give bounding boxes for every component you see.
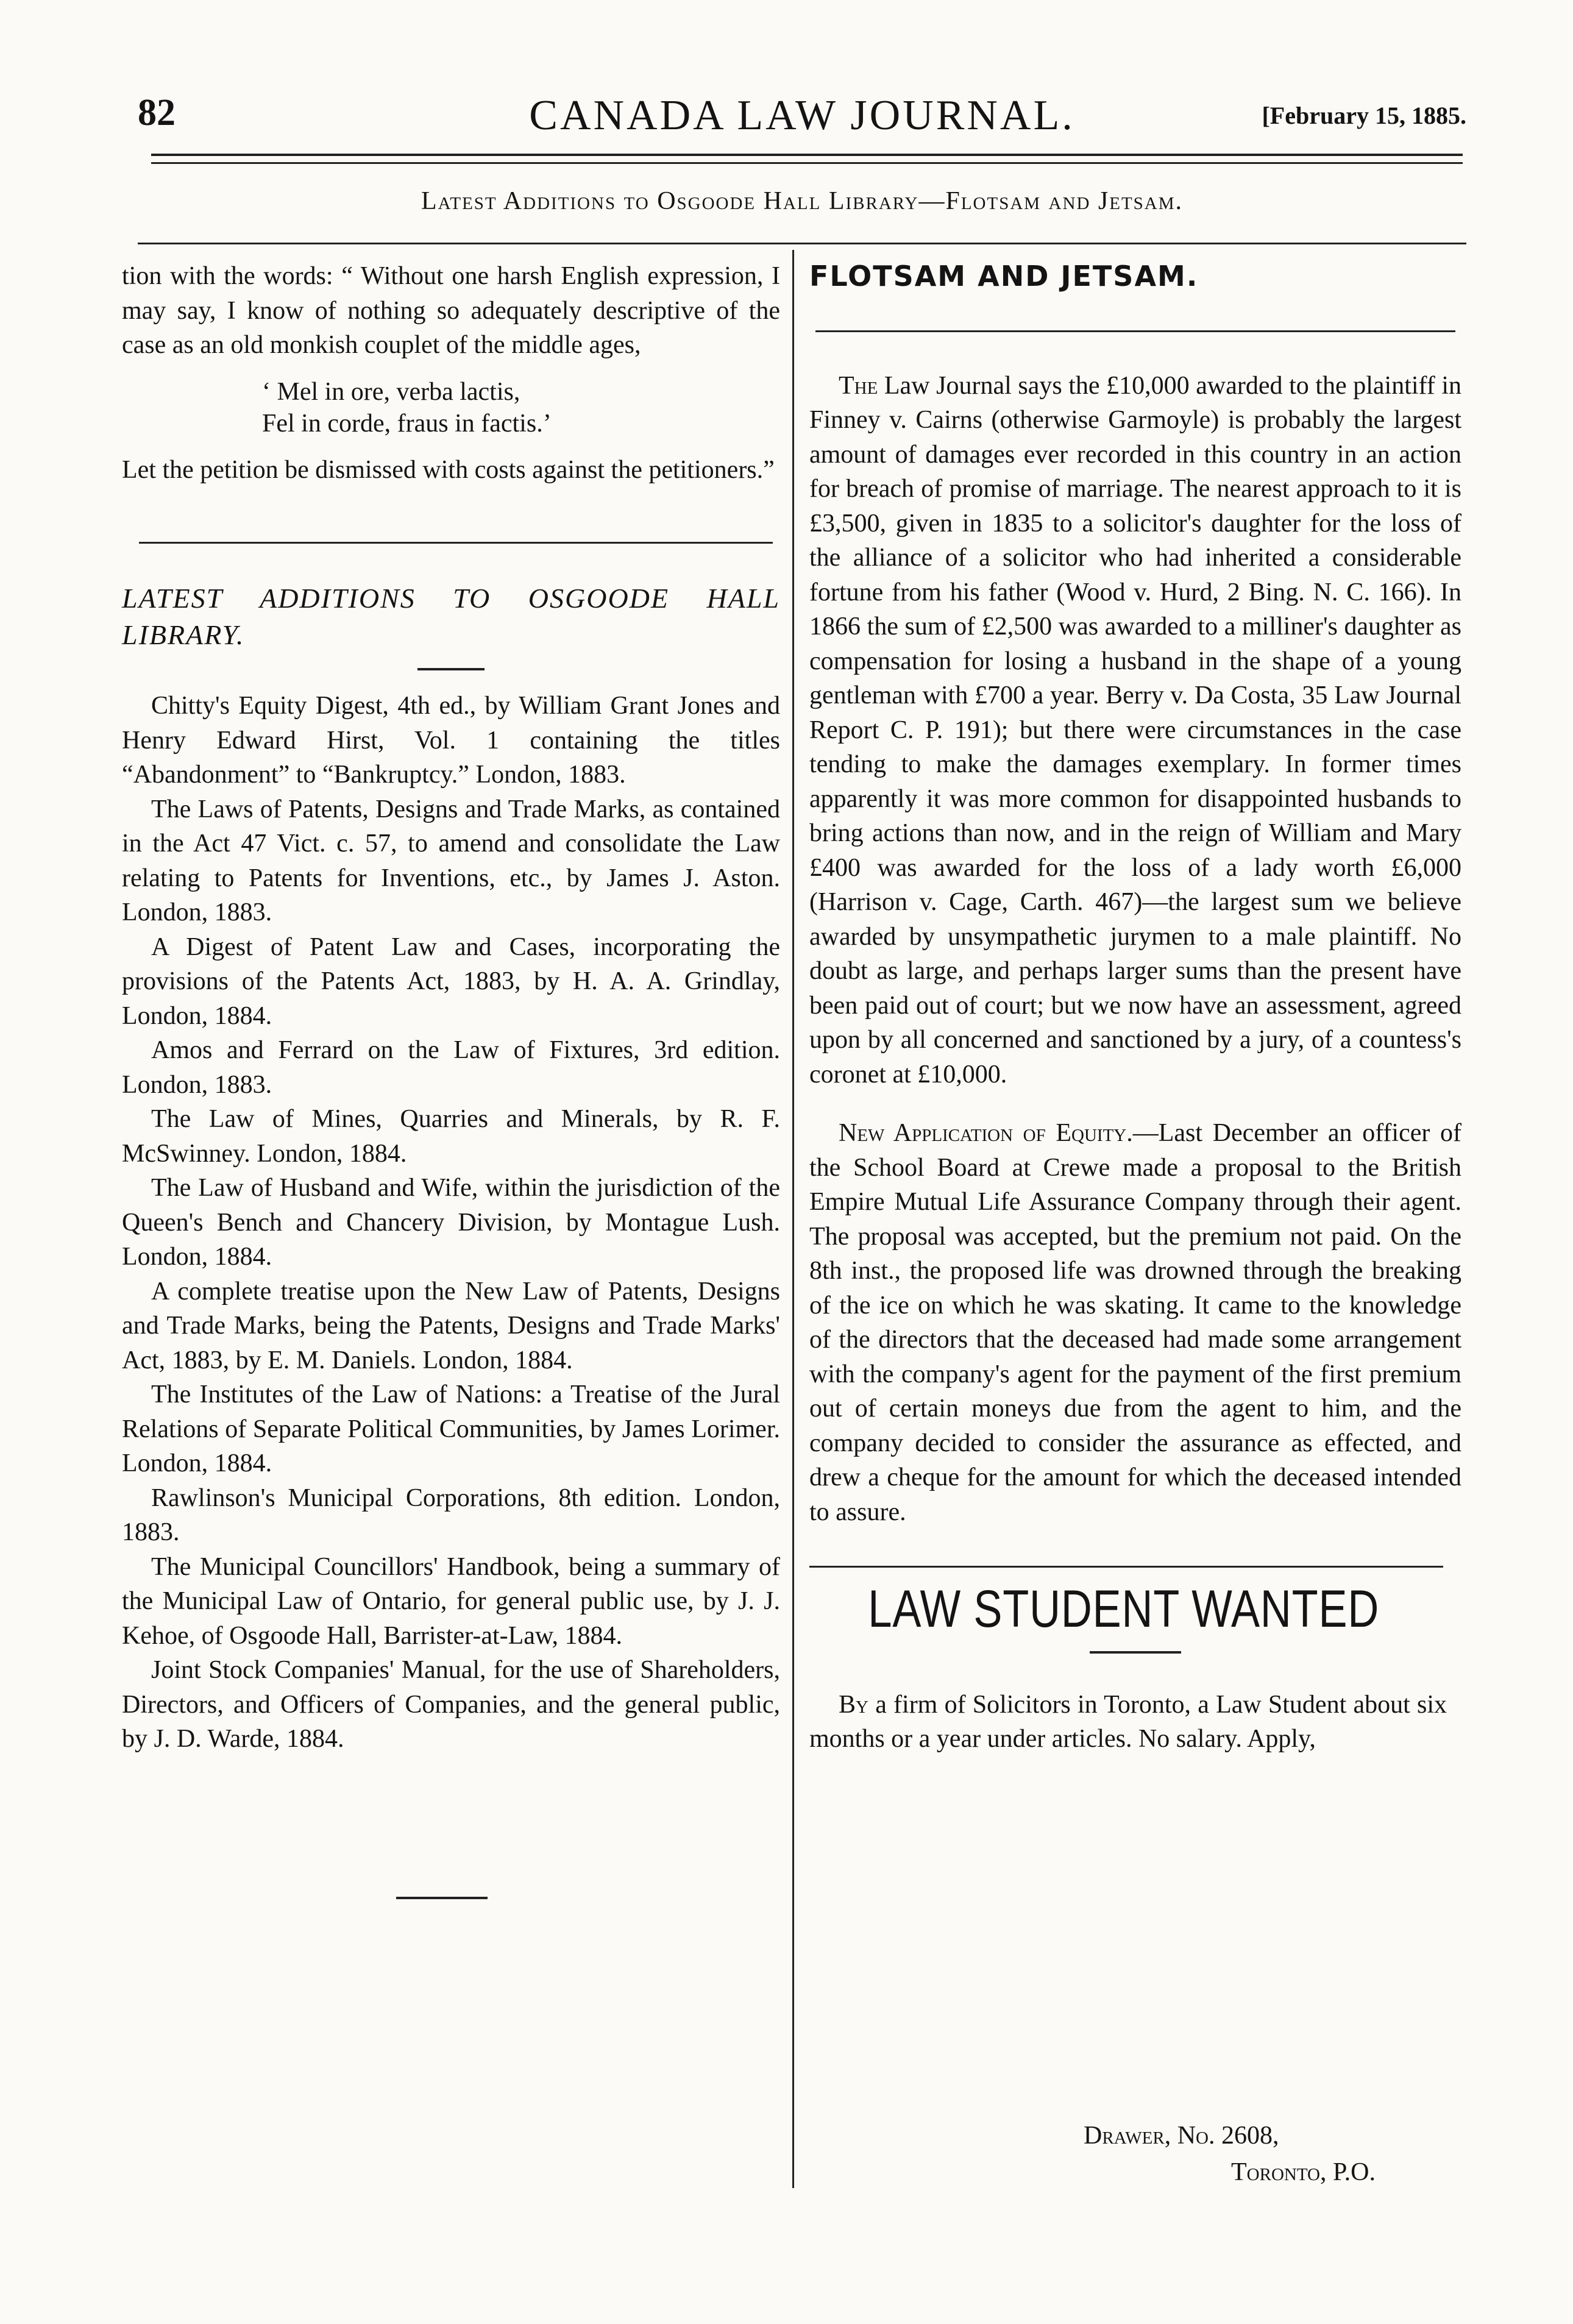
closing-paragraph: Let the petition be dismissed with costs against the petitioners.”: [122, 455, 775, 484]
verse-line: ‘ Mel in ore, verba lactis,: [262, 377, 520, 406]
latin-verse: [262, 376, 780, 439]
running-head-rule: [138, 243, 1466, 244]
book-entry: Amos and Ferrard on the Law of Fixtures, 3rd edition. London, 1883.: [122, 1036, 780, 1099]
book-entry: The Laws of Patents, Designs and Trade Marks, as contained in the Act 47 Vict. c. 57, to amend and consolidate the Law relating to Patents for Inventions, etc., by James J. Aston. London, 1883.: [122, 795, 780, 926]
ad-title: LAW STUDENT WANTED: [868, 1580, 1380, 1638]
issue-date: [February 15, 1885.: [1262, 102, 1466, 129]
paragraph-lead: The: [839, 371, 878, 400]
book-entry: A Digest of Patent Law and Cases, incorporating the provisions of the Patents Act, 1883, by H. A. A. Grindlay, London, 1884.: [122, 933, 780, 1030]
paragraph-lead: New Application of Equity.: [839, 1119, 1133, 1147]
flotsam-section-title: FLOTSAM AND JETSAM.: [809, 260, 1199, 293]
flotsam-rule: [815, 330, 1455, 332]
right-column: [809, 259, 1461, 1757]
library-section-title: LATEST ADDITIONS TO OSGOODE HALL LIBRARY.: [122, 583, 780, 650]
book-entry: The Institutes of the Law of Nations: a Treatise of the Jural Relations of Separate Political Communities, by James Lorimer. London, 1884.: [122, 1381, 780, 1477]
paragraph-text: Law Journal says the £10,000 awarded to the plaintiff in Finney v. Cairns (otherwise Garmoyle) is probably the largest amount of damages ever recorded in this country in an action for breach of promise of marriage. The nearest approach to it is £3,500, given in 1835 to a solicitor's daughter for the loss of the alliance of a solicitor who had inherited a considerable fortune from his father (Wood v. Hurd, 2 Bing. N. C. 166). In 1866 the sum of £2,500 was awarded to a milliner's daughter as compensation for losing a husband in the shape of a young gentleman with £700 a year. Berry v. Da Costa, 35 Law Journal Report C. P. 191); but there were circumstances in the case tending to make the damages exemplary. In former times apparently it was more common for disappointed husbands to bring actions than now, and in the reign of William and Mary £400 was awarded for the loss of a lady worth £6,000 (Harrison v. Cage, Carth. 467)—the largest sum we believe awarded by unsympathetic jurymen to a male plaintiff. No doubt as large, and perhaps larger sums than the present have been paid out of court; but we now have an assessment, agreed upon by all concerned and sanctioned by a jury, of a countess's coronet at £10,000.: [809, 371, 1461, 1089]
ad-rule: [809, 1566, 1443, 1568]
book-entry: Rawlinson's Municipal Corporations, 8th edition. London, 1883.: [122, 1484, 780, 1546]
book-entry: A complete treatise upon the New Law of Patents, Designs and Trade Marks, being the Patents, Designs and Trade Marks' Act, 1883, by E. M. Daniels. London, 1884.: [122, 1277, 780, 1374]
left-column: [122, 259, 780, 1899]
book-entry: Chitty's Equity Digest, 4th ed., by William Grant Jones and Henry Edward Hirst, Vol. 1 containing the titles “Abandonment” to “Bankruptcy.” London, 1883.: [122, 692, 780, 789]
end-short-rule: [396, 1897, 488, 1899]
ad-text: a firm of Solicitors in Toronto, a Law Student about six months or a year under articles. No salary. Apply,: [809, 1690, 1447, 1753]
ad-address-line2: Toronto, P.O.: [1231, 2158, 1376, 2186]
equity-paragraph: [809, 1116, 1461, 1529]
ad-address-line1: Drawer, No. 2608,: [1084, 2122, 1279, 2150]
journal-title: CANADA LAW JOURNAL.: [529, 92, 1075, 139]
book-entry: The Law of Husband and Wife, within the jurisdiction of the Queen's Bench and Chancery Division, by Montague Lush. London, 1884.: [122, 1174, 780, 1271]
page-header: [138, 91, 1466, 146]
header-rule-bottom: [151, 162, 1463, 164]
paragraph-text: —Last December an officer of the School Board at Crewe made a proposal to the British Empire Mutual Life Assurance Company through their agent. The proposal was accepted, but the premium not paid. On the 8th inst., the proposed life was drowned through the breaking of the ice on which he was skating. It came to the knowledge of the directors that the deceased had made some arrangement with the company's agent for the payment of the first premium out of certain moneys due from the agent to him, and the company decided to consider the assurance as effected, and drew a cheque for the amount for which the deceased intended to assure.: [809, 1119, 1461, 1526]
title-short-rule: [417, 668, 485, 670]
book-entry: Joint Stock Companies' Manual, for the use of Shareholders, Directors, and Officers of Companies, and the general public, by J. D. Warde, 1884.: [122, 1656, 780, 1753]
book-entry: The Law of Mines, Quarries and Minerals, by R. F. McSwinney. London, 1884.: [122, 1105, 780, 1168]
column-divider: [792, 250, 794, 2188]
ad-lead: By: [839, 1690, 868, 1719]
verse-line: Fel in corde, fraus in factis.’: [262, 409, 552, 438]
ad-body: [809, 1688, 1461, 1757]
section-rule: [139, 542, 773, 544]
header-rule-top: [151, 154, 1463, 156]
book-entry: The Municipal Councillors' Handbook, being a summary of the Municipal Law of Ontario, for general public use, by J. J. Kehoe, of Osgoode Hall, Barrister-at-Law, 1884.: [122, 1552, 780, 1650]
page-number: 82: [138, 92, 176, 133]
lead-paragraph: tion with the words: “ Without one harsh English expression, I may say, I know of nothing so adequately descriptive of the case as an old monkish couplet of the middle ages,: [122, 262, 780, 359]
ad-short-rule: [1090, 1651, 1181, 1654]
damages-paragraph: [809, 369, 1461, 1092]
running-head: Latest Additions to Osgoode Hall Library—Flotsam and Jetsam.: [421, 187, 1184, 215]
